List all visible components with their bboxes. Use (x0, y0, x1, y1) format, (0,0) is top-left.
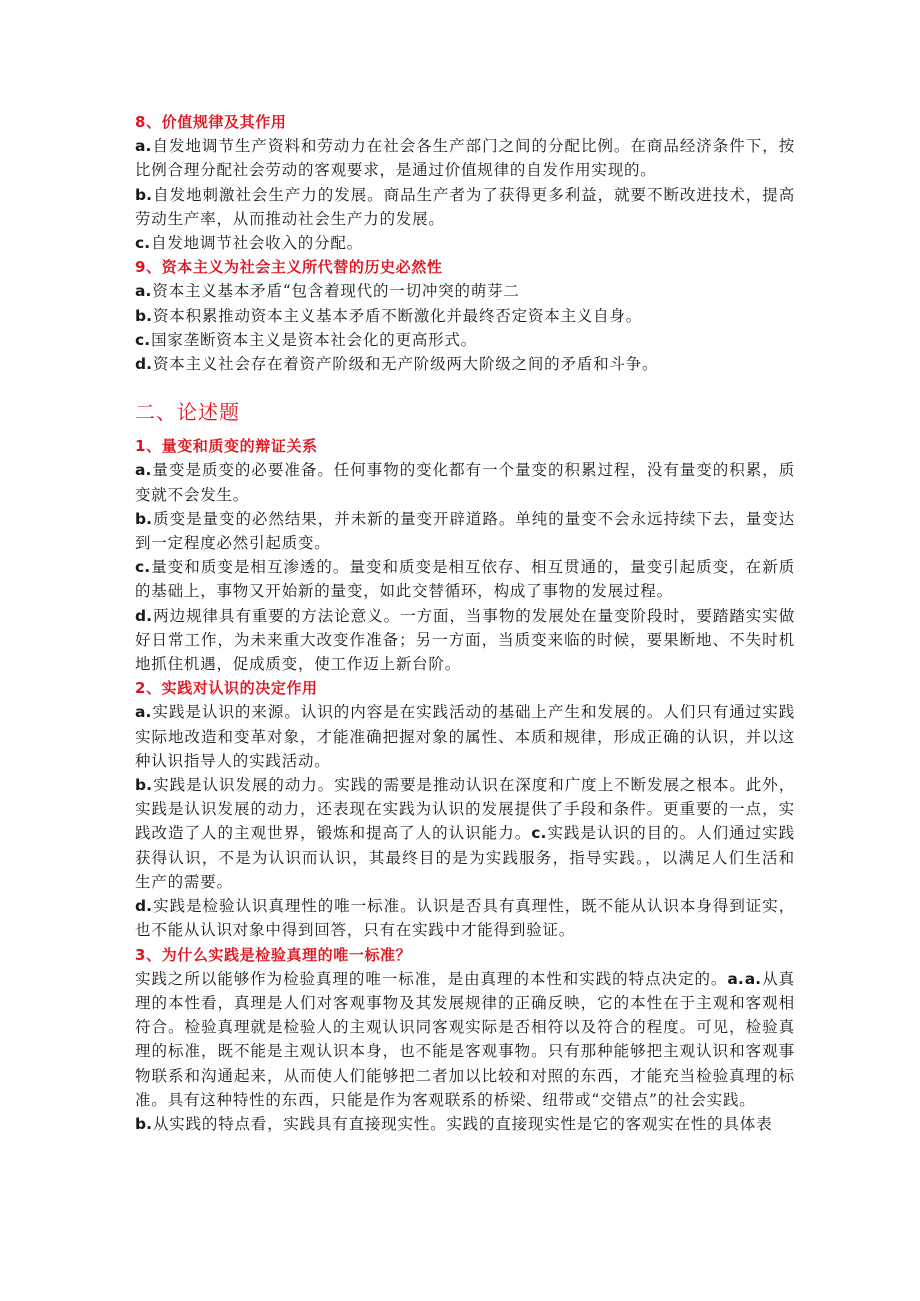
question-heading-3: 3、为什么实践是检验真理的唯一标准？ (135, 945, 412, 964)
list-item: c.量变和质变是相互渗透的。量变和质变是相互依存、相互贯通的，量变引起质变，在新质的基础上，事物又开始新的量变，如此交替循环，构成了事物的发展过程。 (135, 558, 795, 601)
list-item: d.两边规律具有重要的方法论意义。一方面，当事物的发展处在量变阶段时，要踏踏实实做好日常工作，为未来重大改变作准备；另一方面，当质变来临的时候，要果断地、不失时机地抓住机遇，促成质变，使工作迈上新台阶。 (135, 606, 795, 674)
list-item: a.自发地调节生产资料和劳动力在社会各生产部门之间的分配比例。在商品经济条件下，按比例合理分配社会劳动的客观要求，是通过价值规律的自发作用实现的。 (135, 137, 795, 180)
part-title: 二、论述题 (135, 400, 240, 425)
section-heading-9: 9、资本主义为社会主义所代替的历史必然性 (135, 258, 443, 277)
document-page (135, 110, 795, 1136)
list-item: d.资本主义社会存在着资产阶级和无产阶级两大阶级之间的矛盾和斗争。 (135, 355, 659, 374)
list-item: b.自发地刺激社会生产力的发展。商品生产者为了获得更多利益，就要不断改进技术，提高劳动生产率，从而推动社会生产力的发展。 (135, 185, 795, 228)
list-item: a.实践是认识的来源。认识的内容是在实践活动的基础上产生和发展的。人们只有通过实践实际地改造和变革对象，才能准确把握对象的属性、本质和规律，形成正确的认识，并以这种认识指导人的实践活动。 (135, 703, 795, 770)
list-item: b.资本积累推动资本主义基本矛盾不断激化并最终否定资本主义自身。 (135, 306, 642, 325)
list-item: b.从实践的特点看，实践具有直接现实性。实践的直接现实性是它的客观实在性的具体表 (135, 1114, 773, 1133)
question-heading-2: 2、实践对认识的决定作用 (135, 679, 318, 698)
list-item: b.实践是认识发展的动力。实践的需要是推动认识在深度和广度上不断发展之根本。此外，实践是认识发展的动力，还表现在实践为认识的发展提供了手段和条件。更重要的一点，实践改造了人的主观世界，锻炼和提高了人的认识能力。c.实践是认识的目的。人们通过实践获得认识，不是为认识而认识，其最终目的是为实践服务，指导实践。，以满足人们生活和生产的需要。 (135, 776, 795, 891)
list-item: a.资本主义基本矛盾“包含着现代的一切冲突的萌芽二 (135, 282, 520, 301)
list-item: c.自发地调节社会收入的分配。 (135, 234, 363, 253)
list-item: b.质变是量变的必然结果，并未新的量变开辟道路。单纯的量变不会永远持续下去，量变达到一定程度必然引起质变。 (135, 509, 795, 553)
list-item: d.实践是检验认识真理性的唯一标准。认识是否具有真理性，既不能从认识本身得到证实，也不能从认识对象中得到回答，只有在实践中才能得到验证。 (135, 897, 795, 940)
question-heading-1: 1、量变和质变的辩证关系 (135, 437, 318, 456)
list-item: a.量变是质变的必要准备。任何事物的变化都有一个量变的积累过程，没有量变的积累，质变就不会发生。 (135, 461, 795, 504)
list-item: 实践之所以能够作为检验真理的唯一标准，是由真理的本性和实践的特点决定的。a.a.从真理的本性看，真理是人们对客观事物及其发展规律的正确反映，它的本性在于主观和客观相符合。检验真理就是检验人的主观认识同客观实际是否相符以及符合的程度。可见，检验真理的标准，既不能是主观认识本身，也不能是客观事物。只有那种能够把主观认识和客观事物联系和沟通起来，从而使人们能够把二者加以比较和对照的东西，才能充当检验真理的标准。具有这种特性的东西，只能是作为客观联系的桥梁、纽带或“交错点”的社会实践。 (135, 969, 795, 1109)
section-heading-8: 8、价值规律及其作用 (135, 113, 287, 131)
list-item: c.国家垄断资本主义是资本社会化的更高形式。 (135, 330, 478, 349)
